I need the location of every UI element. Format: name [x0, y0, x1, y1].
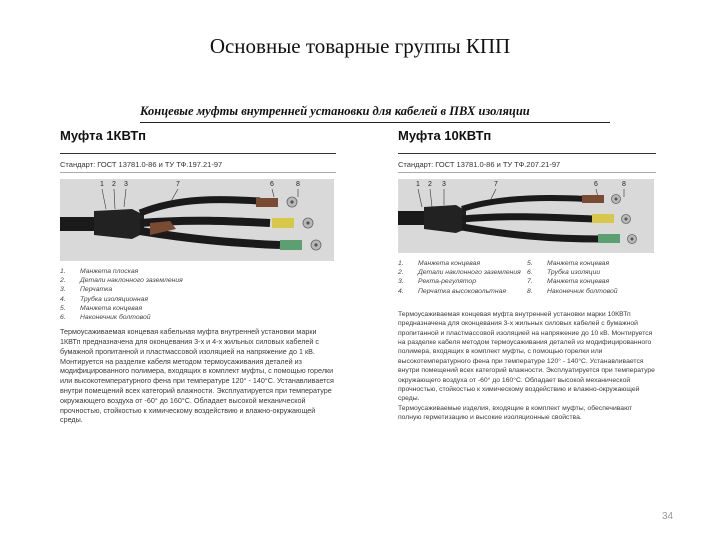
callout-number: 7 [494, 181, 498, 188]
callout-number: 3 [124, 181, 128, 188]
product-card-1kvtp [60, 128, 336, 425]
callout-number: 8 [622, 181, 626, 188]
product-photo [398, 179, 654, 253]
list-item: 4. Перчатка высоковольтная [398, 287, 506, 295]
page-title: Основные товарные группы КПП [209, 34, 511, 58]
cable-termination-illustration [60, 179, 334, 261]
list-item: 3. Ректа-регулятор [398, 278, 476, 286]
product-card-10kvtp [398, 128, 656, 423]
product-description: Термоусаживаемая концевая кабельная муфта внутренней установки марки 1КВТп предназначена для оконцевания 3-х и 4-х жильных силовых кабелей с бумажной пропитанной и пластмассовой изоляцией на напряжение до 1 кВ. Монтируется на разделке кабеля методом термоусаживания деталей из модифицированного полимера, входящих в комплект муфты, с помощью горелки или высокотемпературного фена при температуре 120° - 140°С. Устанавливается внутри помещений всех категорий влажности. Эксплуатируется при температуре окружающего воздуха от -60° до 160°С. Обладает высокой механической прочностью, стойкостью к химическому воздействию и влажно-окружающей среды. [60, 327, 334, 425]
product-photo [60, 179, 334, 261]
section-subtitle: Концевые муфты внутренней установки для кабелей в ПВХ изоляции [140, 104, 610, 123]
page-number: 34 [662, 511, 674, 522]
list-item: 8. Наконечник болтовой [527, 287, 618, 295]
list-item: 1. Манжета концевая [398, 260, 481, 267]
list-item: 6. Трубка изоляции [527, 269, 601, 277]
list-item: 3. Перчатка [60, 286, 113, 294]
cable-termination-illustration [398, 179, 654, 253]
product-standard: Стандарт: ГОСТ 13781.0-86 и ТУ ТФ.197.21-97 [60, 160, 336, 173]
list-item: 4. Трубка изоляционная [60, 295, 149, 303]
list-item: 2. Детали наклонного заземления [60, 277, 183, 285]
list-item: 2. Детали наклонного заземления [398, 269, 521, 277]
list-item: 7. Манжета концевая [527, 278, 610, 286]
callout-number: 6 [270, 181, 274, 188]
callout-number: 2 [112, 181, 116, 188]
list-item: 5. Манжета концевая [527, 260, 610, 267]
callout-number: 1 [100, 181, 104, 188]
list-item: 5. Манжета концевая [60, 304, 143, 312]
parts-list [398, 259, 656, 296]
product-name: Муфта 10КВТп [398, 128, 656, 154]
callout-number: 3 [442, 181, 446, 188]
list-item: 6. Наконечник болтовой [60, 314, 151, 322]
callout-number: 7 [176, 181, 180, 188]
product-description: Термоусаживаемая концевая муфта внутренней установки марки 10КВТп предназначена для оконцевания 3-х жильных силовых кабелей с бумажной пропитанной и пластмассовой изоляцией на напряжение до 10 кВ. Монтируется на разделке кабеля методом термоусаживания деталей из модифицированного полимера, входящих в комплект муфты, с помощью горелки или высокотемпературного фена при температуре 120° - 140°С. Устанавливается внутри помещений всех категорий влажности. Эксплуатируется при температуре окружающего воздуха от -60° до 160°С. Обладает высокой механической прочностью, стойкостью к химическому воздействию и влажно-окружающей среды. Термоусаживаемые изделия, входящие в комплект муфты, обеспечивают полную герметизацию и высокие изоляционные свойства. [398, 310, 655, 422]
callout-number: 2 [428, 181, 432, 188]
callout-number: 6 [594, 181, 598, 188]
list-item: 1. Манжета плоская [60, 268, 139, 275]
callout-number: 8 [296, 181, 300, 188]
callout-number: 1 [416, 181, 420, 188]
parts-list [60, 267, 336, 322]
product-name: Муфта 1КВТп [60, 128, 336, 154]
product-standard: Стандарт: ГОСТ 13781.0-86 и ТУ ТФ.207.21-97 [398, 160, 656, 173]
